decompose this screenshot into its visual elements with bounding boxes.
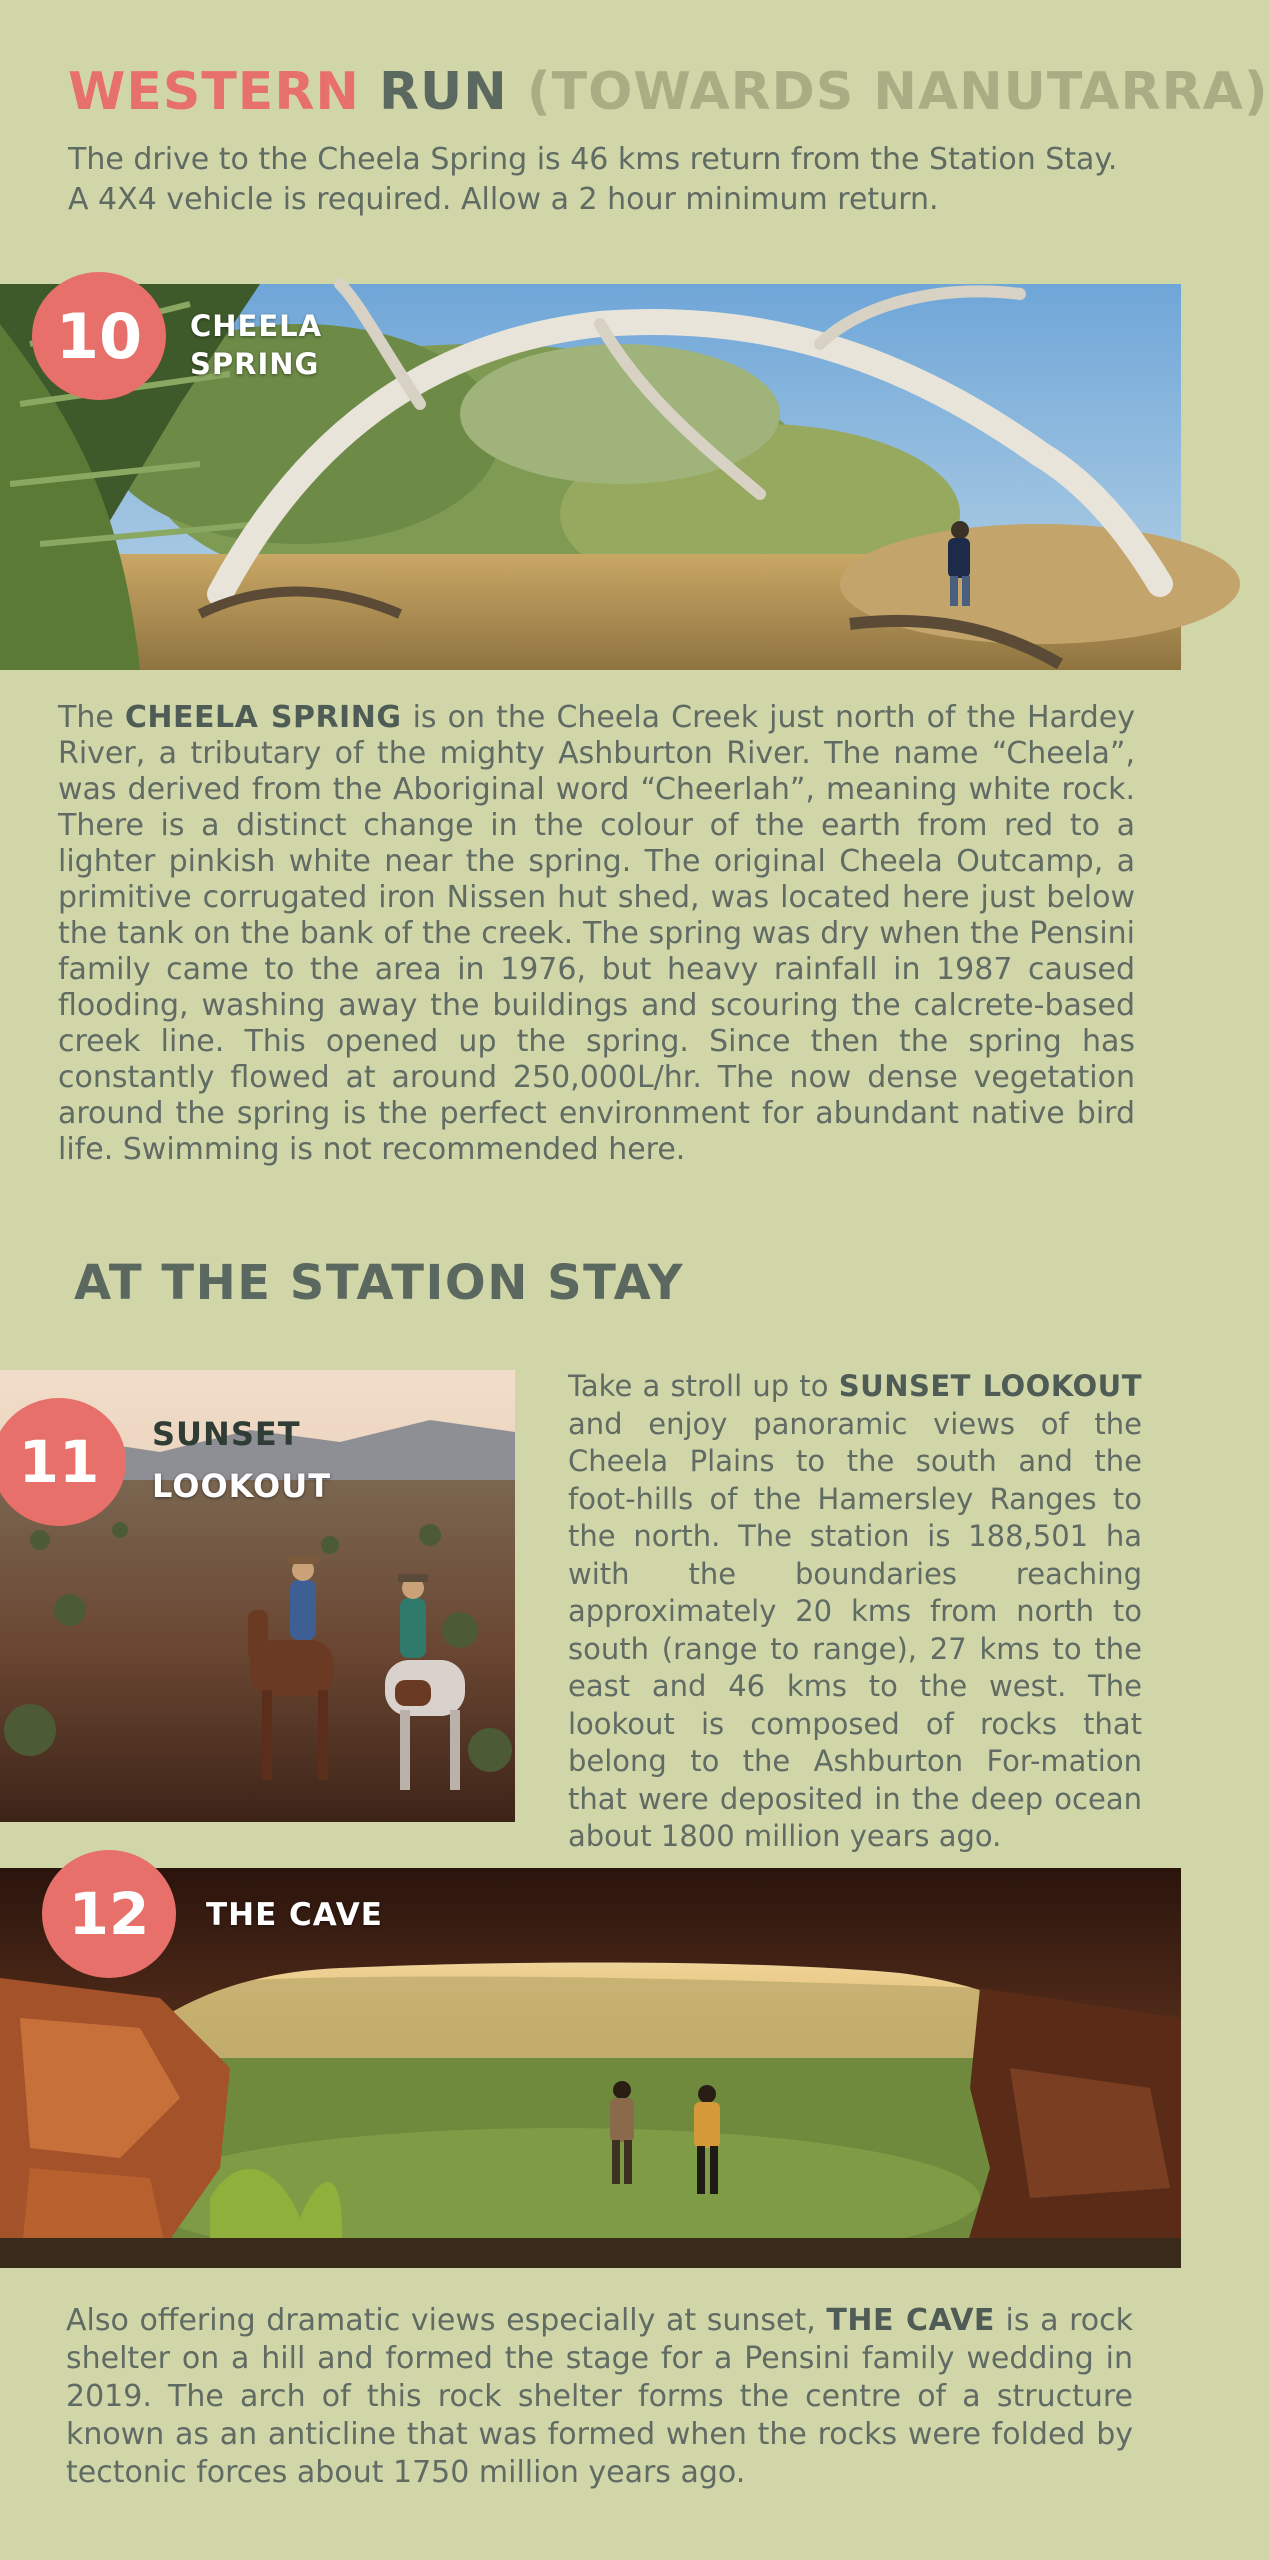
cheela-spring-photo <box>0 284 1181 670</box>
stop-10-badge: 10 <box>32 272 166 400</box>
the-cave-image <box>0 1868 1181 2268</box>
section-heading: AT THE STATION STAY <box>74 1255 684 1311</box>
cave-text-intro: Also offering dramatic views especially at sunset, <box>66 2303 827 2338</box>
cheela-spring-description <box>58 700 1135 1168</box>
title-subtitle: (TOWARDS NANUTARRA) <box>526 62 1269 122</box>
sunset-lookout-description <box>568 1368 1142 1856</box>
stop-10-caption-line1: CHEELA <box>190 309 323 343</box>
cheela-text-highlight: CHEELA SPRING <box>124 700 402 735</box>
intro-text: The drive to the Cheela Spring is 46 kms return from the Station Stay. A 4X4 vehicle is required. Allow a 2 hour minimum return. <box>68 142 1118 217</box>
stop-10-caption-line2: SPRING <box>190 347 320 381</box>
stop-11-badge: 11 <box>0 1398 126 1526</box>
cheela-text-body: is on the Cheela Creek just north of the Hardey River, a tributary of the mighty Ashburton River. The name “Cheela”, was derived from the Aboriginal word “Cheerlah”, meaning white rock. There is a distinct change in the colour of the earth from red to a lighter pinkish white near the spring. The original Cheela Outcamp, a primitive corrugated iron Nissen hut shed, was located here just below the tank on the bank of the creek. The spring was dry when the Pensini family came to the area in 1976, but heavy rainfall in 1987 caused flooding, washing away the buildings and scouring the calcrete-based creek line. This opened up the spring. Since then the spring has constantly flowed at around 250,000L/hr. The now dense vegetation around the spring is the perfect environment for abundant native bird life. Swimming is not recommended here. <box>58 700 1135 1167</box>
title-word-run: RUN <box>379 62 508 122</box>
cave-text-highlight: THE CAVE <box>826 2303 995 2338</box>
page-title <box>68 58 1269 126</box>
stop-11-caption-line2: LOOKOUT <box>152 1467 332 1505</box>
title-word-western: WESTERN <box>68 62 360 122</box>
the-cave-photo <box>0 1868 1181 2268</box>
stop-10-caption <box>190 307 322 383</box>
lookout-text-intro: Take a stroll up to <box>568 1369 839 1403</box>
the-cave-description <box>66 2302 1133 2492</box>
cheela-text-intro: The <box>58 700 125 735</box>
stop-11-caption-line1: SUNSET <box>152 1415 301 1453</box>
lookout-text-body: and enjoy panoramic views of the Cheela Plains to the south and the foot-hills of the Hamersley Ranges to the north. The station is 188,501 ha with the boundaries reaching approximately 20 kms from north to south (range to range), 27 kms to the east and 46 kms to the west. The lookout is composed of rocks that belong to the Ashburton For-mation that were deposited in the deep ocean about 1800 million years ago. <box>568 1406 1142 1853</box>
cave-text-body: is a rock shelter on a hill and formed the stage for a Pensini family wedding in 2019. The arch of this rock shelter forms the centre of a structure known as an anticline that was formed when the rocks were folded by tectonic forces about 1750 million years ago. <box>66 2303 1134 2490</box>
lookout-text-highlight: SUNSET LOOKOUT <box>838 1369 1142 1403</box>
cheela-spring-image <box>0 284 1181 670</box>
stop-11-caption <box>152 1408 331 1512</box>
stop-12-badge: 12 <box>42 1850 176 1978</box>
stop-12-caption: THE CAVE <box>206 1897 383 1933</box>
